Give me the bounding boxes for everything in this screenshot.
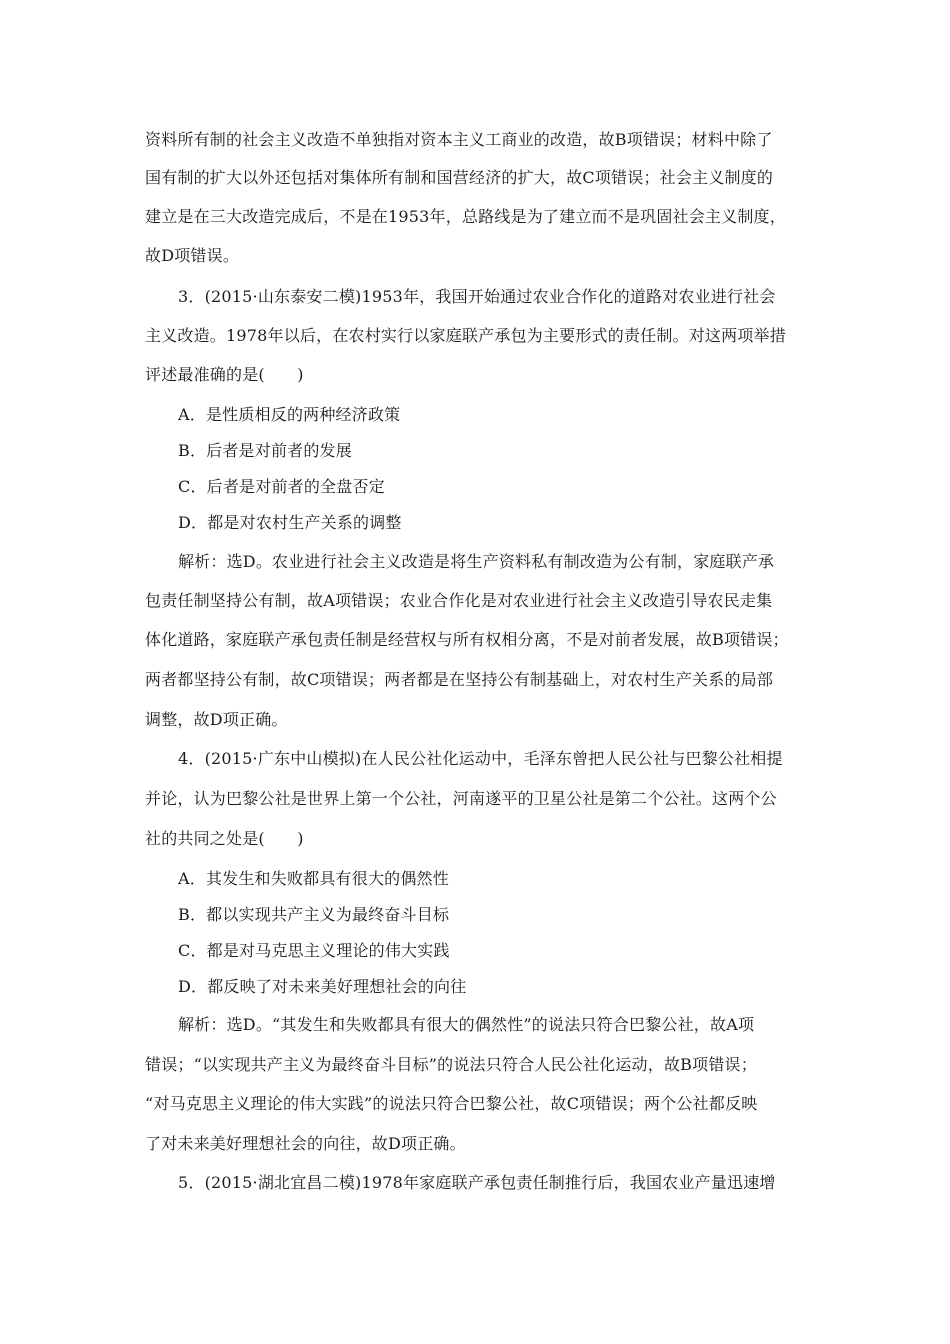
question-4-analysis: 解析：选D。“其发生和失败都具有很大的偶然性”的说法只符合巴黎公社，故A项 [178,1015,755,1034]
text-line: 社的共同之处是( ) [145,829,304,848]
text-line: 体化道路，家庭联产承包责任制是经营权与所有权相分离，不是对前者发展，故B项错误； [145,630,789,649]
text-line: 包责任制坚持公有制，故A项错误；农业合作化是对农业进行社会主义改造引导农民走集 [145,591,773,610]
question-3-option-b: B．后者是对前者的发展 [178,441,352,460]
question-3-option-a: A．是性质相反的两种经济政策 [178,405,401,424]
question-4-option-a: A．其发生和失败都具有很大的偶然性 [178,869,449,888]
question-5-stem: 5．(2015·湖北宜昌二模)1978年家庭联产承包责任制推行后，我国农业产量迅速增 [178,1173,776,1192]
text-line: 两者都坚持公有制，故C项错误；两者都是在坚持公有制基础上，对农村生产关系的局部 [145,670,774,689]
question-4-option-d: D．都反映了对未来美好理想社会的向往 [178,977,467,996]
text-line: 国有制的扩大以外还包括对集体所有制和国营经济的扩大，故C项错误；社会主义制度的 [145,168,774,187]
text-line: 并论，认为巴黎公社是世界上第一个公社，河南遂平的卫星公社是第二个公社。这两个公 [145,789,777,808]
text-line: “对马克思主义理论的伟大实践”的说法只符合巴黎公社，故C项错误；两个公社都反映 [145,1094,758,1113]
text-line: 了对未来美好理想社会的向往，故D项正确。 [145,1134,466,1153]
question-4-stem: 4．(2015·广东中山模拟)在人民公社化运动中，毛泽东曾把人民公社与巴黎公社相提 [178,749,783,768]
text-line: 评述最准确的是( ) [145,365,304,384]
question-3-option-c: C．后者是对前者的全盘否定 [178,477,385,496]
text-line: 调整，故D项正确。 [145,710,288,729]
text-line: 错误；“以实现共产主义为最终奋斗目标”的说法只符合人民公社化运动，故B项错误； [145,1055,757,1074]
text-line: 资料所有制的社会主义改造不单独指对资本主义工商业的改造，故B项错误；材料中除了 [145,130,773,149]
text-line: 建立是在三大改造完成后，不是在1953年，总路线是为了建立而不是巩固社会主义制度， [145,207,786,226]
question-4-option-b: B．都以实现共产主义为最终奋斗目标 [178,905,450,924]
question-4-option-c: C．都是对马克思主义理论的伟大实践 [178,941,450,960]
question-3-stem: 3．(2015·山东泰安二模)1953年，我国开始通过农业合作化的道路对农业进行社会 [178,287,776,306]
text-line: 主义改造。1978年以后，在农村实行以家庭联产承包为主要形式的责任制。对这两项举措 [145,326,786,345]
question-3-analysis: 解析：选D。农业进行社会主义改造是将生产资料私有制改造为公有制，家庭联产承 [178,552,775,571]
text-line: 故D项错误。 [145,246,240,265]
question-3-option-d: D．都是对农村生产关系的调整 [178,513,402,532]
